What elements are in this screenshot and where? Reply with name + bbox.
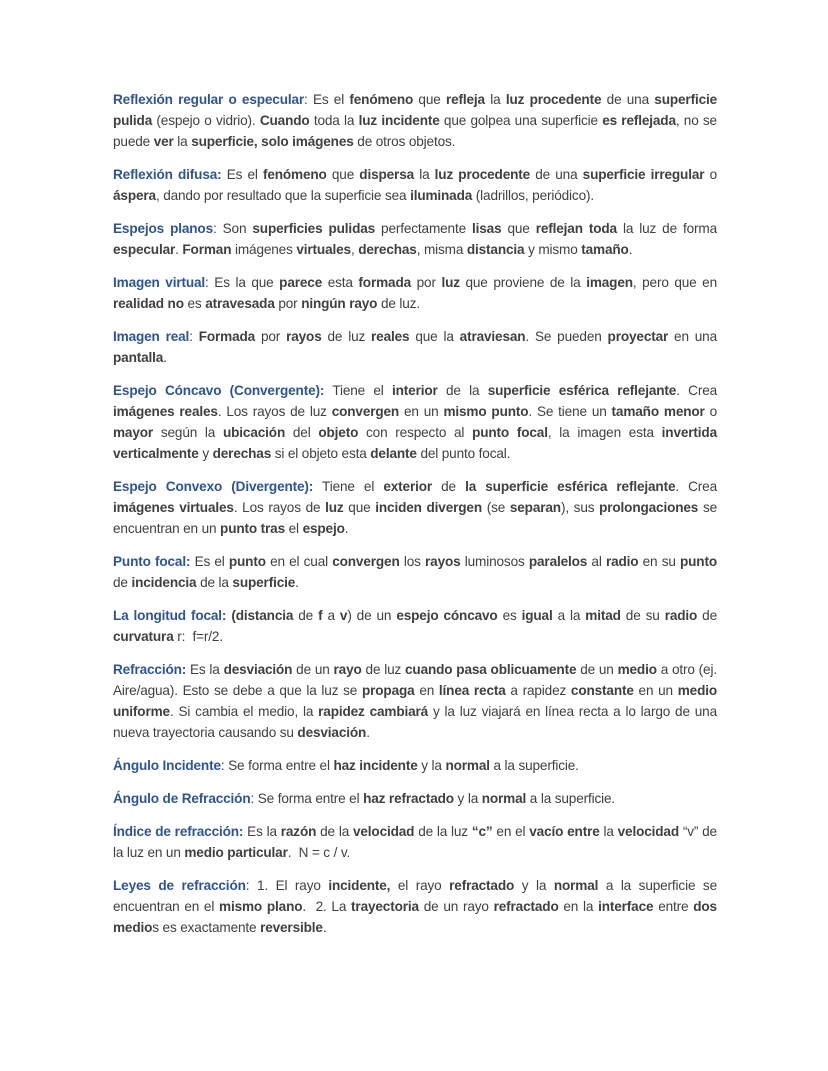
bold-text-run: superficie: [232, 575, 296, 590]
bold-text-run: radio: [664, 608, 698, 623]
term-heading: Imagen real: [113, 329, 190, 344]
paragraph-13: [113, 821, 717, 863]
text-run: de luz.: [377, 296, 420, 311]
bold-text-run: invertida verticalmente: [113, 425, 717, 461]
text-run: r: f=r/2.: [173, 629, 223, 644]
bold-text-run: (distancia: [231, 608, 294, 623]
term-heading: Refracción:: [113, 662, 187, 677]
bold-text-run: exterior: [383, 479, 433, 494]
bold-text-run: inciden divergen: [375, 500, 482, 515]
text-run: a la superficie.: [489, 758, 579, 773]
bold-text-run: haz refractado: [363, 791, 454, 806]
text-run: los: [399, 554, 426, 569]
text-run: ,: [350, 242, 359, 257]
bold-text-run: medio: [617, 662, 657, 677]
text-run: Es la: [186, 662, 224, 677]
paragraph-9: [113, 605, 717, 647]
bold-text-run: Formada: [198, 329, 256, 344]
bold-text-run: rapidez cambiará: [318, 704, 429, 719]
bold-text-run: paralelos: [528, 554, 588, 569]
bold-text-run: velocidad: [352, 824, 415, 839]
paragraph-4: [113, 272, 717, 314]
text-run: de otros objetos.: [353, 134, 456, 149]
bold-text-run: dispersa: [359, 167, 415, 182]
term-heading: Espejo Convexo (Divergente):: [113, 479, 314, 494]
text-run: de un rayo: [418, 899, 494, 914]
text-run: Es el: [190, 554, 229, 569]
text-run: en un: [399, 404, 444, 419]
paragraph-5: [113, 326, 717, 368]
text-run: que: [343, 500, 376, 515]
text-run: de luz: [321, 329, 372, 344]
bold-text-run: Cuando: [259, 113, 310, 128]
bold-text-run: luz procedente: [434, 167, 531, 182]
text-run: ) de un: [347, 608, 397, 623]
text-run: que golpea una superficie: [439, 113, 603, 128]
text-run: en la: [558, 899, 599, 914]
bold-text-run: punto: [228, 554, 266, 569]
text-run: del: [285, 425, 319, 440]
bold-text-run: imagen: [586, 275, 633, 290]
text-run: ), sus: [560, 500, 600, 515]
text-run: el rayo: [390, 878, 450, 893]
text-run: Es el: [221, 167, 263, 182]
paragraph-8: [113, 551, 717, 593]
text-run: .: [163, 350, 167, 365]
text-run: , pero que en: [632, 275, 717, 290]
text-run: de: [293, 608, 319, 623]
bold-text-run: pantalla: [113, 350, 164, 365]
bold-text-run: fenómeno: [262, 167, 327, 182]
text-run: “v” de la luz en un: [113, 824, 717, 860]
term-heading: Punto focal:: [113, 554, 191, 569]
text-run: de un: [292, 662, 334, 677]
text-run: luminosos: [460, 554, 529, 569]
text-run: se encuentran en un: [113, 500, 718, 536]
text-run: que: [326, 167, 360, 182]
text-run: en un: [633, 683, 678, 698]
term-heading: Espejo Cóncavo (Convergente):: [113, 383, 325, 398]
text-run: en el: [492, 824, 530, 839]
text-run: según la: [153, 425, 223, 440]
bold-text-run: medio particular: [184, 845, 288, 860]
bold-text-run: tamaño: [581, 242, 629, 257]
bold-text-run: distancia: [466, 242, 525, 257]
bold-text-run: f: [318, 608, 323, 623]
bold-text-run: la superficie esférica reflejante: [465, 479, 676, 494]
text-run: Tiene el: [324, 383, 392, 398]
bold-text-run: desviación: [223, 662, 293, 677]
text-run: y: [198, 446, 213, 461]
term-heading: La longitud focal:: [113, 608, 227, 623]
bold-text-run: imágenes reales: [113, 404, 218, 419]
bold-text-run: punto: [679, 554, 717, 569]
text-run: .: [628, 242, 633, 257]
text-run: y mismo: [524, 242, 582, 257]
text-run: la luz de forma: [616, 221, 717, 236]
text-run: de la: [316, 824, 353, 839]
bold-text-run: trayectoria: [351, 899, 419, 914]
bold-text-run: punto tras: [220, 521, 286, 536]
text-run: por: [411, 275, 442, 290]
text-run: , dando por resultado que la superficie sea: [155, 188, 411, 203]
bold-text-run: realidad no: [113, 296, 184, 311]
bold-text-run: mismo plano: [219, 899, 303, 914]
text-run: . Los rayos de: [233, 500, 326, 515]
text-run: y la: [514, 878, 554, 893]
text-run: por: [274, 296, 302, 311]
paragraph-1: [113, 89, 717, 152]
text-run: de luz: [361, 662, 405, 677]
bold-text-run: refractado: [449, 878, 515, 893]
text-run: (espejo o vidrio).: [152, 113, 260, 128]
paragraph-10: [113, 659, 717, 743]
term-heading: Espejos planos: [113, 221, 213, 236]
text-run: : Se forma entre el: [250, 791, 364, 806]
text-run: toda la: [309, 113, 359, 128]
text-run: de: [113, 575, 132, 590]
document-content: [113, 89, 717, 950]
bold-text-run: separan: [509, 500, 561, 515]
bold-text-run: iluminada: [410, 188, 473, 203]
text-run: de: [697, 608, 717, 623]
bold-text-run: reflejan toda: [535, 221, 617, 236]
text-run: . N = c / v.: [287, 845, 351, 860]
text-run: .: [175, 242, 183, 257]
text-run: perfectamente: [375, 221, 472, 236]
bold-text-run: normal: [553, 878, 599, 893]
bold-text-run: ubicación: [223, 425, 286, 440]
bold-text-run: luz procedente: [505, 92, 602, 107]
paragraph-12: [113, 788, 717, 809]
bold-text-run: constante: [570, 683, 634, 698]
bold-text-run: atraviesan: [459, 329, 526, 344]
text-run: de una: [530, 167, 583, 182]
text-run: . Crea: [675, 479, 717, 494]
bold-text-run: interface: [598, 899, 654, 914]
bold-text-run: ver: [153, 134, 174, 149]
bold-text-run: superficie irregular: [582, 167, 705, 182]
text-run: en una: [668, 329, 717, 344]
bold-text-run: proyectar: [607, 329, 669, 344]
text-run: de su: [620, 608, 665, 623]
bold-text-run: razón: [280, 824, 317, 839]
bold-text-run: interior: [392, 383, 438, 398]
bold-text-run: convergen: [332, 554, 400, 569]
text-run: que: [501, 221, 536, 236]
bold-text-run: mismo punto: [443, 404, 529, 419]
text-run: la: [484, 92, 506, 107]
text-run: : Es la que: [205, 275, 280, 290]
bold-text-run: fenómeno: [349, 92, 414, 107]
bold-text-run: lisas: [472, 221, 502, 236]
text-run: (ladrillos, periódico).: [472, 188, 594, 203]
text-run: , no se puede: [113, 113, 717, 149]
bold-text-run: rayo: [333, 662, 362, 677]
bold-text-run: propaga: [361, 683, 415, 698]
bold-text-run: superficie, solo imágenes: [191, 134, 354, 149]
term-heading: Ángulo Incidente: [113, 758, 221, 773]
bold-text-run: derechas: [358, 242, 417, 257]
text-run: es: [183, 296, 206, 311]
text-run: .: [344, 521, 349, 536]
text-run: a la superficie.: [526, 791, 616, 806]
text-run: si el objeto esta: [271, 446, 371, 461]
text-run: de la luz: [414, 824, 472, 839]
text-run: de: [432, 479, 466, 494]
bold-text-run: normal: [481, 791, 527, 806]
bold-text-run: rayos: [286, 329, 322, 344]
bold-text-run: cuando pasa oblicuamente: [405, 662, 577, 677]
text-run: de la: [196, 575, 233, 590]
text-run: imágenes: [231, 242, 297, 257]
text-run: que: [413, 92, 446, 107]
bold-text-run: formada: [358, 275, 412, 290]
bold-text-run: medio uniforme: [113, 683, 717, 719]
bold-text-run: tamaño menor: [611, 404, 705, 419]
bold-text-run: línea recta: [438, 683, 506, 698]
term-heading: Imagen virtual: [113, 275, 206, 290]
bold-text-run: virtuales: [296, 242, 351, 257]
bold-text-run: mitad: [585, 608, 621, 623]
text-run: o: [704, 167, 717, 182]
text-run: : Son: [213, 221, 253, 236]
text-run: la: [173, 134, 192, 149]
text-run: que proviene de la: [459, 275, 587, 290]
bold-text-run: haz incidente: [333, 758, 418, 773]
bold-text-run: Forman: [182, 242, 232, 257]
bold-text-run: punto focal: [472, 425, 548, 440]
text-run: del punto focal.: [416, 446, 511, 461]
text-run: . Crea: [676, 383, 718, 398]
text-run: . Si cambia el medio, la: [169, 704, 319, 719]
text-run: :: [189, 329, 199, 344]
bold-text-run: ningún rayo: [301, 296, 378, 311]
term-heading: Ángulo de Refracción: [113, 791, 251, 806]
text-run: es: [497, 608, 522, 623]
text-run: en el cual: [265, 554, 333, 569]
bold-text-run: prolongaciones: [599, 500, 699, 515]
text-run: a rapidez: [505, 683, 571, 698]
text-run: de un: [576, 662, 618, 677]
text-run: (se: [481, 500, 510, 515]
bold-text-run: superficie esférica reflejante: [487, 383, 677, 398]
text-run: . 2. La: [302, 899, 352, 914]
text-run: por: [255, 329, 287, 344]
text-run: : Se forma entre el: [220, 758, 334, 773]
term-heading: Leyes de refracción: [113, 878, 246, 893]
bold-text-run: delante: [370, 446, 417, 461]
bold-text-run: refractado: [493, 899, 559, 914]
bold-text-run: rayos: [425, 554, 461, 569]
paragraph-7: [113, 476, 717, 539]
term-heading: Reflexión regular o especular: [113, 92, 305, 107]
text-run: . Se tiene un: [528, 404, 612, 419]
bold-text-run: convergen: [331, 404, 400, 419]
bold-text-run: luz incidente: [358, 113, 440, 128]
bold-text-run: velocidad: [617, 824, 679, 839]
text-run: en: [414, 683, 439, 698]
text-run: a la: [552, 608, 586, 623]
text-run: , la imagen esta: [547, 425, 662, 440]
bold-text-run: desviación: [297, 725, 367, 740]
bold-text-run: mayor: [113, 425, 154, 440]
bold-text-run: atravesada: [205, 296, 275, 311]
bold-text-run: incidencia: [131, 575, 197, 590]
text-run: de una: [601, 92, 655, 107]
bold-text-run: derechas: [212, 446, 272, 461]
bold-text-run: vacío entre: [529, 824, 600, 839]
text-run: la: [599, 824, 618, 839]
bold-text-run: áspera: [113, 188, 156, 203]
bold-text-run: parece: [279, 275, 323, 290]
text-run: en su: [638, 554, 680, 569]
text-run: esta: [322, 275, 359, 290]
bold-text-run: normal: [445, 758, 490, 773]
text-run: al: [587, 554, 606, 569]
bold-text-run: igual: [521, 608, 553, 623]
text-run: con respecto al: [358, 425, 473, 440]
text-run: Tiene el: [313, 479, 384, 494]
bold-text-run: reales: [371, 329, 410, 344]
bold-text-run: incidente,: [328, 878, 391, 893]
text-run: entre: [653, 899, 694, 914]
bold-text-run: espejo cóncavo: [396, 608, 498, 623]
text-run: y la: [417, 758, 446, 773]
bold-text-run: objeto: [318, 425, 359, 440]
text-run: .: [322, 920, 327, 935]
text-run: : Es el: [304, 92, 350, 107]
bold-text-run: reversible: [260, 920, 323, 935]
text-run: , misma: [416, 242, 467, 257]
text-run: y la luz viajará en línea recta a lo largo de una nueva trayectoria causando su: [113, 704, 718, 740]
bold-text-run: curvatura: [113, 629, 174, 644]
bold-text-run: radio: [605, 554, 639, 569]
text-run: : 1. El rayo: [245, 878, 329, 893]
bold-text-run: “c”: [471, 824, 493, 839]
bold-text-run: v: [339, 608, 348, 623]
text-run: el: [285, 521, 303, 536]
paragraph-6: [113, 380, 717, 464]
text-run: la: [414, 167, 435, 182]
text-run: s es exactamente: [152, 920, 261, 935]
bold-text-run: especular: [113, 242, 176, 257]
paragraph-11: [113, 755, 717, 776]
bold-text-run: superficies pulidas: [252, 221, 376, 236]
text-run: Es la: [243, 824, 281, 839]
paragraph-2: [113, 164, 717, 206]
text-run: a otro (ej. Aire/agua). Esto se debe a que la luz se: [113, 662, 717, 698]
text-run: . Se pueden: [525, 329, 608, 344]
text-run: .: [295, 575, 299, 590]
bold-text-run: dos medio: [113, 899, 717, 935]
text-run: de la: [437, 383, 488, 398]
text-run: a la superficie se encuentran en el: [113, 878, 717, 914]
paragraph-14: [113, 875, 717, 938]
bold-text-run: luz: [325, 500, 344, 515]
paragraph-3: [113, 218, 717, 260]
bold-text-run: refleja: [445, 92, 485, 107]
bold-text-run: imágenes virtuales: [113, 500, 234, 515]
text-run: que la: [409, 329, 460, 344]
bold-text-run: espejo: [302, 521, 345, 536]
text-run: y la: [453, 791, 482, 806]
text-run: .: [366, 725, 370, 740]
bold-text-run: superficie pulida: [113, 92, 718, 128]
bold-text-run: luz: [441, 275, 460, 290]
text-run: a: [322, 608, 340, 623]
text-run: . Los rayos de luz: [217, 404, 332, 419]
bold-text-run: es reflejada: [602, 113, 676, 128]
text-run: o: [704, 404, 718, 419]
term-heading: Índice de refracción:: [113, 824, 244, 839]
term-heading: Reflexión difusa:: [113, 167, 222, 182]
